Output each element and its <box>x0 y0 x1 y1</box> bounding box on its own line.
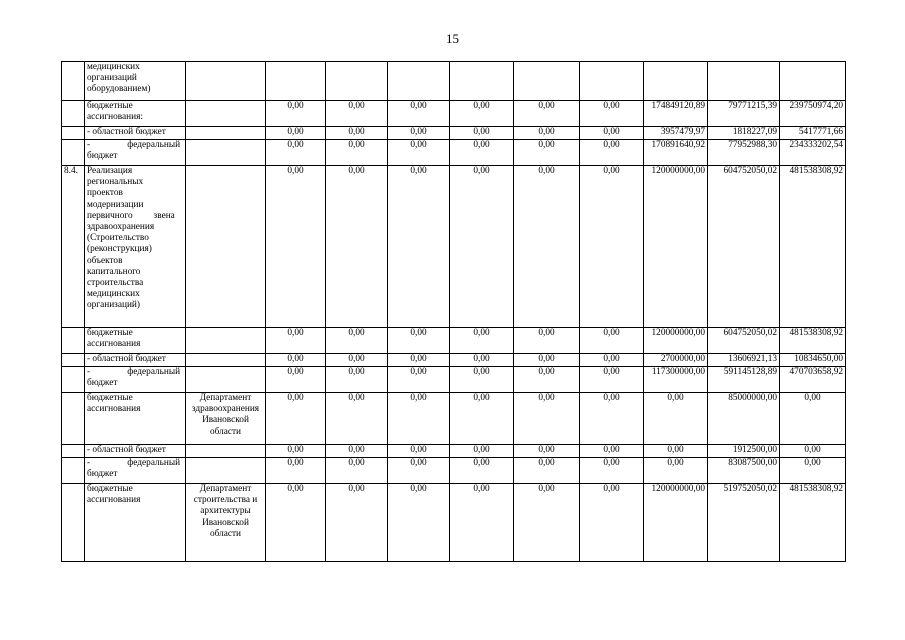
amount-cell: 0,00 <box>780 445 846 458</box>
value-cell: 0,00 <box>450 354 514 367</box>
table-row <box>62 445 846 458</box>
value-cell: 0,00 <box>514 445 580 458</box>
amount-cell: 239750974,20 <box>780 101 846 127</box>
value-cell: 0,00 <box>388 445 450 458</box>
amount-cell: 481538308,92 <box>780 328 846 354</box>
amount-cell: 234333202,54 <box>780 140 846 166</box>
table-row <box>62 367 846 393</box>
row-name-line: бюджетные <box>87 328 133 338</box>
row-name <box>85 140 186 166</box>
row-executor-line: области <box>209 426 242 437</box>
value-cell <box>580 62 644 101</box>
amount-cell: 5417771,66 <box>780 127 846 140</box>
value-cell: 0,00 <box>580 484 644 562</box>
value-cell: 0,00 <box>514 484 580 562</box>
row-executor <box>186 62 266 101</box>
row-name <box>85 484 186 562</box>
value-cell: 0,00 <box>450 393 514 445</box>
value-cell: 0,00 <box>326 445 388 458</box>
row-name-line: ассигнования <box>87 339 141 350</box>
value-cell: 0,00 <box>514 328 580 354</box>
amount-cell <box>780 62 846 101</box>
amount-cell: 0,00 <box>644 393 708 445</box>
value-cell: 0,00 <box>266 127 326 140</box>
row-name-line: организаций) <box>87 300 141 311</box>
value-cell: 0,00 <box>266 458 326 484</box>
amount-cell: 2700000,00 <box>644 354 708 367</box>
row-name-line: объектов <box>87 255 123 266</box>
amount-cell: 0,00 <box>644 445 708 458</box>
row-name <box>85 393 186 445</box>
amount-cell: 0,00 <box>780 393 846 445</box>
row-name-line: (Строительство <box>87 233 149 244</box>
value-cell: 0,00 <box>580 458 644 484</box>
amount-cell: 83087500,00 <box>708 458 780 484</box>
value-cell: 0,00 <box>388 101 450 127</box>
row-name <box>85 62 186 101</box>
row-name <box>85 101 186 127</box>
amount-cell: 470703658,92 <box>780 367 846 393</box>
value-cell: 0,00 <box>266 393 326 445</box>
value-cell: 0,00 <box>326 367 388 393</box>
value-cell: 0,00 <box>514 166 580 328</box>
table-row <box>62 458 846 484</box>
row-number <box>62 393 85 445</box>
row-name-line: Реализация <box>87 166 133 176</box>
value-cell: 0,00 <box>580 445 644 458</box>
row-name-line: модернизации <box>87 199 144 210</box>
value-cell: 0,00 <box>450 166 514 328</box>
table-row <box>62 166 846 328</box>
row-name <box>85 458 186 484</box>
value-cell: 0,00 <box>514 367 580 393</box>
amount-cell: 85000000,00 <box>708 393 780 445</box>
row-name-line: - федеральный <box>87 367 181 377</box>
amount-cell: 120000000,00 <box>644 166 708 328</box>
table-row <box>62 328 846 354</box>
row-name-line: капитального <box>87 266 141 277</box>
row-name <box>85 354 186 367</box>
row-number <box>62 484 85 562</box>
amount-cell <box>644 62 708 101</box>
amount-cell <box>708 62 780 101</box>
row-executor <box>186 166 266 328</box>
row-number: 8.4. <box>62 166 85 328</box>
row-executor-line: Департамент <box>199 393 252 403</box>
amount-cell: 604752050,02 <box>708 166 780 328</box>
row-executor-line: Департамент <box>199 484 252 494</box>
value-cell: 0,00 <box>326 166 388 328</box>
row-executor-line: области <box>209 528 242 539</box>
amount-cell: 604752050,02 <box>708 328 780 354</box>
value-cell: 0,00 <box>388 367 450 393</box>
row-name-line: здравоохранения <box>87 222 155 233</box>
value-cell: 0,00 <box>580 101 644 127</box>
row-name-line: медицинских <box>87 289 140 300</box>
value-cell: 0,00 <box>450 484 514 562</box>
row-executor <box>186 367 266 393</box>
amount-cell: 1818227,09 <box>708 127 780 140</box>
row-executor <box>186 127 266 140</box>
row-number <box>62 328 85 354</box>
table-row <box>62 484 846 562</box>
row-name-line: ассигнования <box>87 404 141 415</box>
row-executor <box>186 484 266 562</box>
row-name-line: проектов <box>87 188 123 199</box>
row-name <box>85 445 186 458</box>
amount-cell: 0,00 <box>644 458 708 484</box>
row-number <box>62 101 85 127</box>
value-cell: 0,00 <box>514 101 580 127</box>
row-name <box>85 127 186 140</box>
value-cell: 0,00 <box>450 458 514 484</box>
row-name <box>85 367 186 393</box>
value-cell: 0,00 <box>450 328 514 354</box>
amount-cell: 10834650,00 <box>780 354 846 367</box>
row-name-line: бюджетные <box>87 393 133 403</box>
row-name <box>85 166 186 328</box>
row-name-line: бюджет <box>87 151 118 162</box>
row-executor-line: строительства и <box>193 495 258 506</box>
value-cell: 0,00 <box>326 127 388 140</box>
value-cell: 0,00 <box>266 484 326 562</box>
value-cell: 0,00 <box>326 393 388 445</box>
value-cell: 0,00 <box>266 445 326 458</box>
value-cell: 0,00 <box>514 354 580 367</box>
row-name-line: строительства <box>87 278 144 289</box>
row-number <box>62 354 85 367</box>
row-number <box>62 458 85 484</box>
amount-cell: 591145128,89 <box>708 367 780 393</box>
row-executor <box>186 445 266 458</box>
value-cell: 0,00 <box>450 445 514 458</box>
value-cell: 0,00 <box>266 367 326 393</box>
value-cell: 0,00 <box>388 328 450 354</box>
value-cell: 0,00 <box>388 393 450 445</box>
table-row <box>62 127 846 140</box>
row-executor <box>186 354 266 367</box>
row-name-line: ассигнования <box>87 495 141 506</box>
amount-cell: 174849120,89 <box>644 101 708 127</box>
amount-cell: 0,00 <box>780 458 846 484</box>
row-name-line: ассигнования: <box>87 112 143 123</box>
amount-cell: 3957479,97 <box>644 127 708 140</box>
amount-cell: 13606921,13 <box>708 354 780 367</box>
row-number <box>62 140 85 166</box>
amount-cell: 1912500,00 <box>708 445 780 458</box>
amount-cell: 77952988,30 <box>708 140 780 166</box>
row-name-line: бюджетные <box>87 101 133 111</box>
table-row <box>62 354 846 367</box>
amount-cell: 519752050,02 <box>708 484 780 562</box>
amount-cell: 170891640,92 <box>644 140 708 166</box>
row-number <box>62 127 85 140</box>
row-executor <box>186 393 266 445</box>
row-executor-line: здравоохранения <box>191 404 260 415</box>
row-executor-line: архитектуры <box>200 506 251 517</box>
value-cell: 0,00 <box>580 140 644 166</box>
value-cell: 0,00 <box>266 328 326 354</box>
row-number <box>62 62 85 101</box>
value-cell: 0,00 <box>326 354 388 367</box>
value-cell: 0,00 <box>388 354 450 367</box>
row-executor <box>186 328 266 354</box>
row-number <box>62 367 85 393</box>
value-cell: 0,00 <box>580 127 644 140</box>
row-executor <box>186 458 266 484</box>
value-cell: 0,00 <box>326 101 388 127</box>
value-cell <box>326 62 388 101</box>
row-executor <box>186 140 266 166</box>
value-cell <box>514 62 580 101</box>
row-name-line: региональных <box>87 177 144 188</box>
value-cell: 0,00 <box>388 166 450 328</box>
row-name-line: - областной бюджет <box>87 354 166 364</box>
row-executor-line: Ивановской <box>202 415 249 426</box>
value-cell: 0,00 <box>388 458 450 484</box>
table-row <box>62 393 846 445</box>
value-cell: 0,00 <box>266 354 326 367</box>
row-name-line: оборудованием) <box>87 84 151 95</box>
row-name-line: бюджет <box>87 378 118 389</box>
amount-cell: 481538308,92 <box>780 484 846 562</box>
table-row <box>62 140 846 166</box>
value-cell: 0,00 <box>580 166 644 328</box>
row-name-line: организаций <box>87 73 137 84</box>
value-cell: 0,00 <box>450 140 514 166</box>
value-cell: 0,00 <box>514 127 580 140</box>
row-name-line: первичного звена <box>87 210 175 221</box>
value-cell: 0,00 <box>450 127 514 140</box>
amount-cell: 120000000,00 <box>644 484 708 562</box>
value-cell: 0,00 <box>450 367 514 393</box>
row-number <box>62 445 85 458</box>
value-cell: 0,00 <box>388 484 450 562</box>
budget-table <box>61 61 846 562</box>
value-cell: 0,00 <box>388 140 450 166</box>
page-number: 15 <box>446 31 459 46</box>
amount-cell: 117300000,00 <box>644 367 708 393</box>
value-cell: 0,00 <box>580 367 644 393</box>
row-name-line: - федеральный <box>87 140 181 150</box>
value-cell: 0,00 <box>266 166 326 328</box>
value-cell: 0,00 <box>326 140 388 166</box>
value-cell: 0,00 <box>326 328 388 354</box>
table-row <box>62 101 846 127</box>
value-cell: 0,00 <box>266 101 326 127</box>
value-cell <box>388 62 450 101</box>
row-name-line: бюджет <box>87 469 118 480</box>
value-cell: 0,00 <box>514 140 580 166</box>
value-cell <box>450 62 514 101</box>
amount-cell: 481538308,92 <box>780 166 846 328</box>
value-cell: 0,00 <box>388 127 450 140</box>
amount-cell: 120000000,00 <box>644 328 708 354</box>
value-cell: 0,00 <box>266 140 326 166</box>
row-name-line: бюджетные <box>87 484 133 494</box>
value-cell: 0,00 <box>580 354 644 367</box>
value-cell: 0,00 <box>450 101 514 127</box>
row-name-line: - областной бюджет <box>87 445 166 455</box>
value-cell: 0,00 <box>514 393 580 445</box>
row-name-line: (реконструкция) <box>87 244 152 255</box>
amount-cell: 79771215,39 <box>708 101 780 127</box>
row-name-line: медицинских <box>87 62 140 72</box>
row-name <box>85 328 186 354</box>
table-row <box>62 62 846 101</box>
value-cell: 0,00 <box>326 484 388 562</box>
value-cell: 0,00 <box>326 458 388 484</box>
row-executor <box>186 101 266 127</box>
row-name-line: - федеральный <box>87 458 181 468</box>
row-executor-line: Ивановской <box>202 517 249 528</box>
value-cell <box>266 62 326 101</box>
value-cell: 0,00 <box>514 458 580 484</box>
value-cell: 0,00 <box>580 393 644 445</box>
row-name-line: - областной бюджет <box>87 127 166 137</box>
value-cell: 0,00 <box>580 328 644 354</box>
